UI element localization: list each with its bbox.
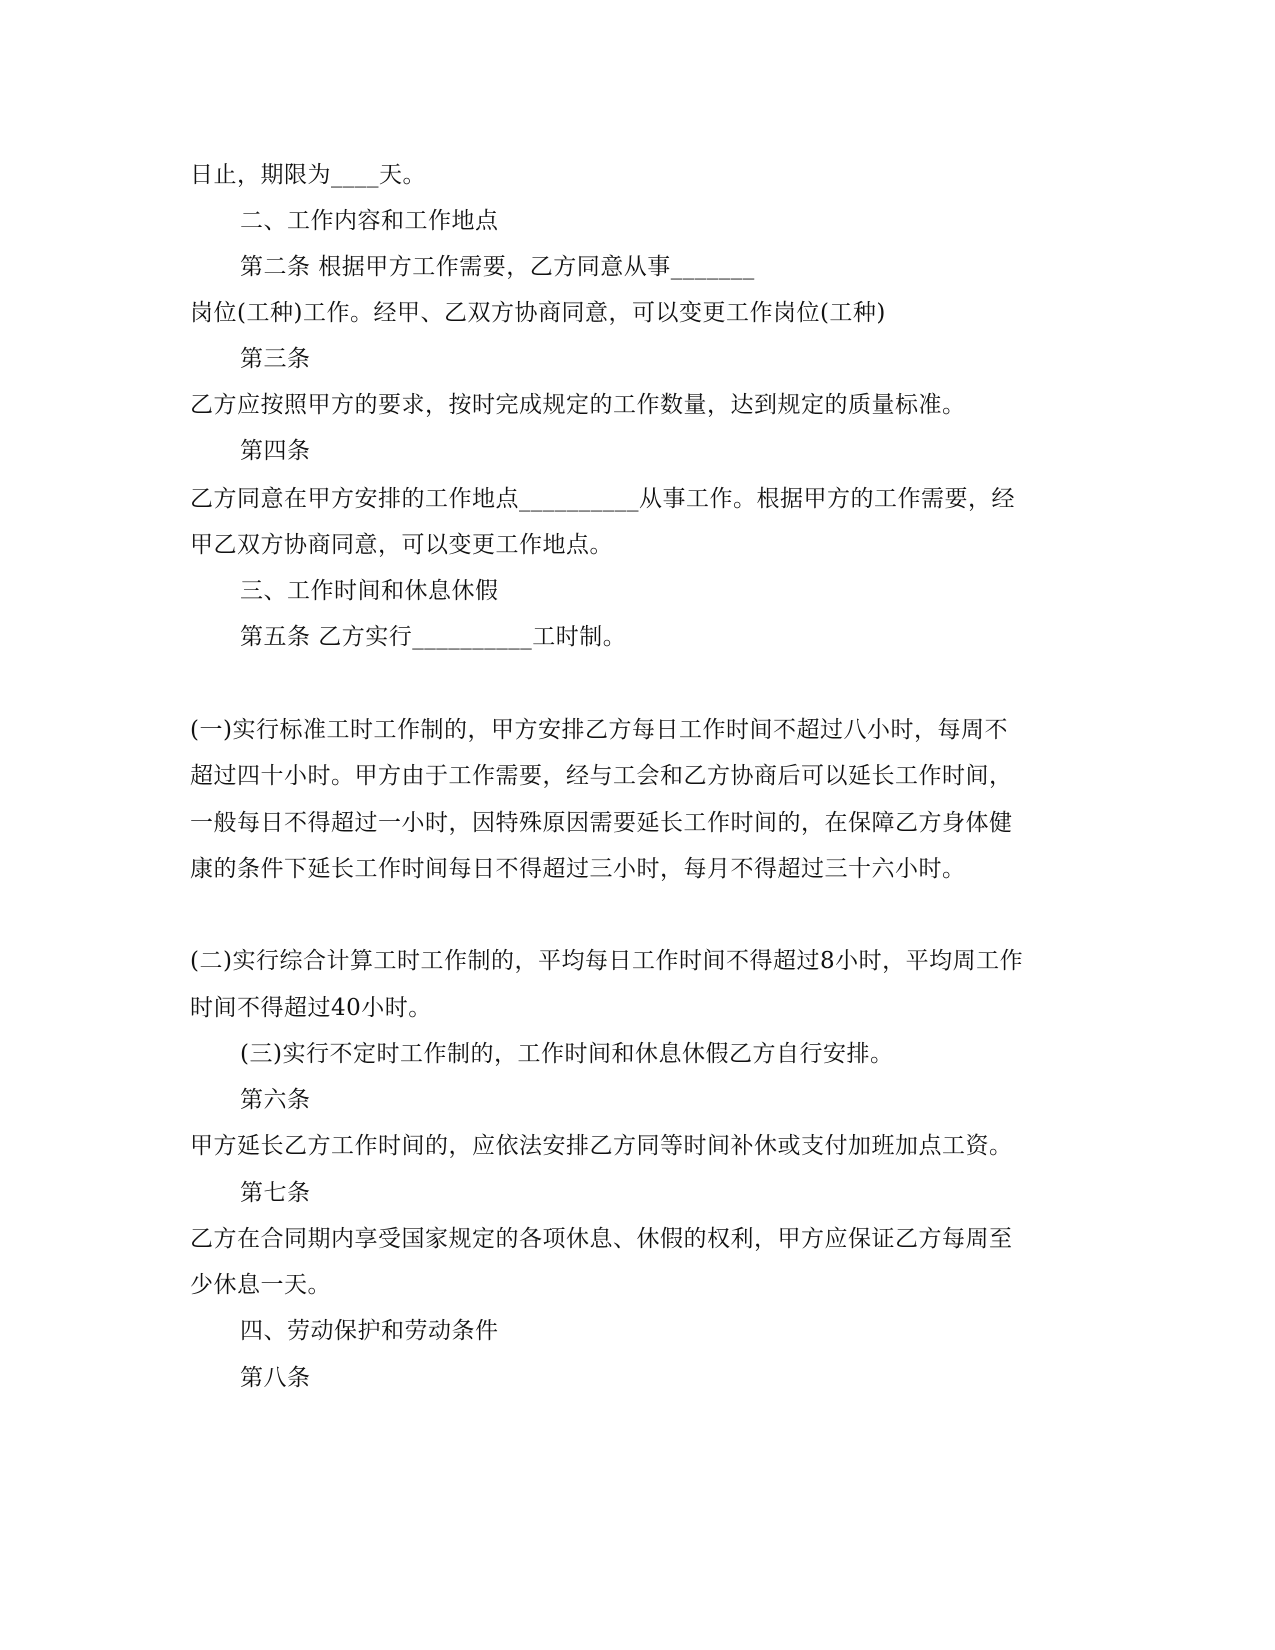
article-line: 第五条 乙方实行__________工时制。 <box>240 624 627 650</box>
article-heading: 第四条 <box>240 438 311 464</box>
text-line: 乙方应按照甲方的要求，按时完成规定的工作数量，达到规定的质量标准。 <box>190 392 966 418</box>
text-line: 超过四十小时。甲方由于工作需要，经与工会和乙方协商后可以延长工作时间， <box>190 763 1013 789</box>
article-heading: 第三条 <box>240 346 311 372</box>
text-line: 甲乙双方协商同意，可以变更工作地点。 <box>190 532 613 558</box>
text-line: 岗位(工种)工作。经甲、乙双方协商同意，可以变更工作岗位(工种) <box>190 300 886 326</box>
text-line: (一)实行标准工时工作制的，甲方安排乙方每日工作时间不超过八小时，每周不 <box>190 717 1008 743</box>
text-line: 乙方同意在甲方安排的工作地点__________从事工作。根据甲方的工作需要，经 <box>190 486 1015 512</box>
text-line: 康的条件下延长工作时间每日不得超过三小时，每月不得超过三十六小时。 <box>190 856 966 882</box>
article-heading: 第七条 <box>240 1180 311 1206</box>
article-heading: 第六条 <box>240 1087 311 1113</box>
text-line: 日止，期限为____天。 <box>190 162 426 188</box>
section-heading: 三、工作时间和休息休假 <box>240 578 499 604</box>
text-line: 时间不得超过40小时。 <box>190 995 432 1021</box>
text-line: 一般每日不得超过一小时，因特殊原因需要延长工作时间的，在保障乙方身体健 <box>190 810 1013 836</box>
section-heading: 二、工作内容和工作地点 <box>240 208 499 234</box>
text-line: (三)实行不定时工作制的，工作时间和休息休假乙方自行安排。 <box>240 1041 894 1067</box>
section-heading: 四、劳动保护和劳动条件 <box>240 1318 499 1344</box>
text-line: (二)实行综合计算工时工作制的，平均每日工作时间不得超过8小时，平均周工作 <box>190 948 1024 974</box>
text-line: 乙方在合同期内享受国家规定的各项休息、休假的权利，甲方应保证乙方每周至 <box>190 1226 1013 1252</box>
article-heading: 第八条 <box>240 1365 311 1391</box>
article-line: 第二条 根据甲方工作需要，乙方同意从事_______ <box>240 254 755 280</box>
text-line: 甲方延长乙方工作时间的，应依法安排乙方同等时间补休或支付加班加点工资。 <box>190 1133 1013 1159</box>
text-line: 少休息一天。 <box>190 1272 331 1298</box>
